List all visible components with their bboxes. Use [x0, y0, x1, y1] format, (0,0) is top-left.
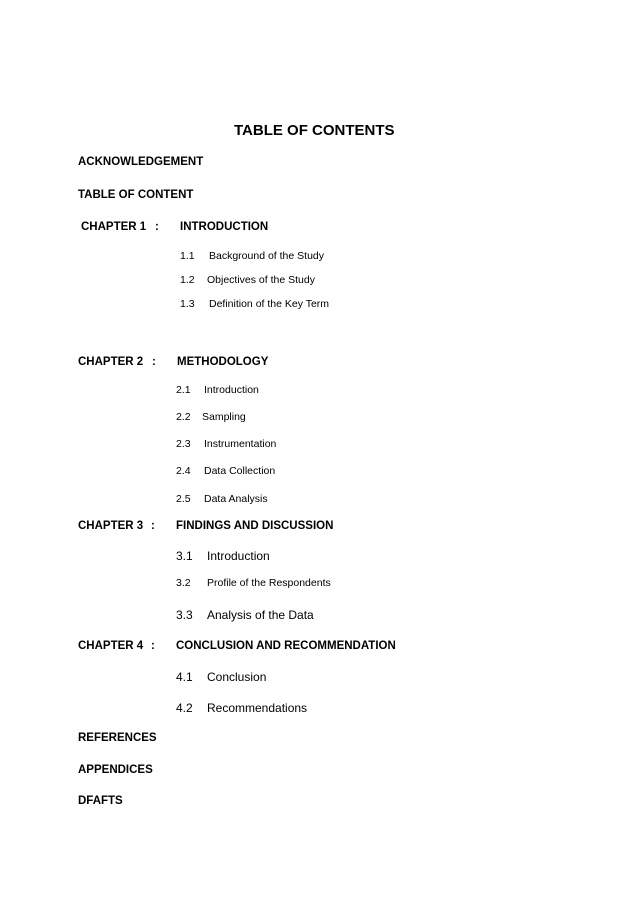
section-1-2-title: Objectives of the Study	[207, 274, 315, 286]
section-2-3-title: Instrumentation	[204, 438, 277, 450]
section-2-2-title: Sampling	[202, 411, 246, 423]
chapter-3-label: CHAPTER 3	[78, 520, 144, 532]
chapter-1-title: INTRODUCTION	[180, 221, 269, 233]
chapter-2-title: METHODOLOGY	[177, 356, 269, 368]
section-2-3-number: 2.3	[176, 438, 191, 450]
section-1-1-title: Background of the Study	[209, 250, 324, 262]
toc-entry-table-of-content: TABLE OF CONTENT	[78, 189, 194, 201]
page-title: TABLE OF CONTENTS	[234, 122, 395, 139]
section-2-2-number: 2.2	[176, 411, 191, 423]
chapter-2-colon: :	[152, 356, 156, 368]
chapter-3-title: FINDINGS AND DISCUSSION	[176, 520, 334, 532]
section-2-1-number: 2.1	[176, 384, 191, 396]
chapter-2-label: CHAPTER 2	[78, 356, 144, 368]
section-3-2-number: 3.2	[176, 577, 191, 589]
section-4-1-title: Conclusion	[207, 670, 267, 684]
toc-entry-dfafts: DFAFTS	[78, 795, 123, 807]
toc-entry-acknowledgement: ACKNOWLEDGEMENT	[78, 156, 204, 168]
chapter-4-title: CONCLUSION AND RECOMMENDATION	[176, 640, 396, 652]
chapter-3-colon: :	[151, 520, 155, 532]
section-4-2-number: 4.2	[176, 701, 193, 715]
section-2-4-title: Data Collection	[204, 465, 276, 477]
section-4-2-title: Recommendations	[207, 701, 308, 715]
section-1-3-number: 1.3	[180, 298, 195, 310]
section-1-1-number: 1.1	[180, 250, 195, 262]
section-1-2-number: 1.2	[180, 274, 195, 286]
section-3-1-number: 3.1	[176, 549, 193, 563]
chapter-1-colon: :	[155, 221, 159, 233]
chapter-4-colon: :	[151, 640, 155, 652]
toc-entry-references: REFERENCES	[78, 732, 157, 744]
section-2-4-number: 2.4	[176, 465, 191, 477]
section-2-5-title: Data Analysis	[204, 493, 268, 505]
section-3-1-title: Introduction	[207, 549, 270, 563]
chapter-4-label: CHAPTER 4	[78, 640, 144, 652]
toc-entry-appendices: APPENDICES	[78, 764, 153, 776]
section-1-3-title: Definition of the Key Term	[209, 298, 330, 310]
section-4-1-number: 4.1	[176, 670, 193, 684]
chapter-1-label: CHAPTER 1	[81, 221, 147, 233]
section-2-5-number: 2.5	[176, 493, 191, 505]
section-3-3-number: 3.3	[176, 608, 193, 622]
section-3-3-title: Analysis of the Data	[207, 608, 314, 622]
section-2-1-title: Introduction	[204, 384, 259, 396]
section-3-2-title: Profile of the Respondents	[207, 577, 331, 589]
